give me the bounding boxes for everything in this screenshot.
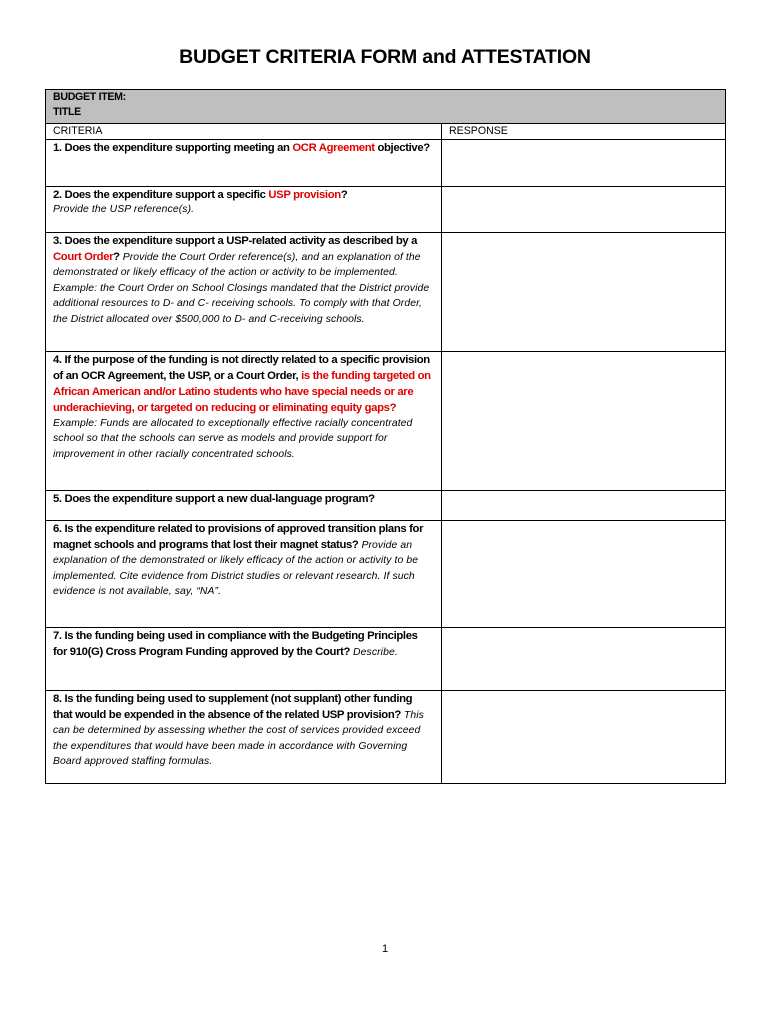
budget-item-cell	[46, 90, 726, 124]
criteria-header: CRITERIA	[46, 124, 442, 140]
response-cell-3[interactable]	[442, 232, 726, 351]
criteria-row-4	[46, 351, 726, 490]
question-note: Describe.	[353, 646, 398, 658]
criteria-row-2	[46, 186, 726, 232]
question-text: 4. If the purpose of the funding is not directly related to a specific provision of an OCR Agreement, the USP, or a Court Order,	[53, 353, 430, 382]
response-cell-2[interactable]	[442, 186, 726, 232]
criteria-row-3	[46, 232, 726, 351]
criteria-cell	[46, 627, 442, 690]
question-text: 7. Is the funding being used in compliance with the Budgeting Principles for 910(G) Cross Program Funding approved by the Court?	[53, 629, 418, 658]
question-text: 2. Does the expenditure support a specific	[53, 188, 269, 201]
question-text-end: ?	[340, 188, 348, 201]
question-text: 3. Does the expenditure support a USP-related activity as described by a	[53, 234, 418, 247]
response-cell-4[interactable]	[442, 351, 726, 490]
question-text-end: objective?	[374, 141, 430, 154]
criteria-row-5	[46, 490, 726, 520]
response-header: RESPONSE	[442, 124, 726, 140]
criteria-row-1	[46, 139, 726, 186]
criteria-row-7	[46, 627, 726, 690]
question-text: 1. Does the expenditure supporting meeting an	[53, 141, 293, 154]
criteria-cell	[46, 186, 442, 232]
criteria-cell	[46, 490, 442, 520]
question-text-end: ?	[113, 250, 120, 263]
response-cell-8[interactable]	[442, 690, 726, 783]
budget-item-row	[46, 90, 726, 124]
criteria-cell	[46, 690, 442, 783]
question-highlight: Court Order	[53, 250, 114, 263]
question-highlight: is the funding targeted on African American and/or Latino students who have special needs or are underachieving, or targeted on reducing or eliminating equity gaps?	[53, 369, 431, 414]
criteria-row-6	[46, 520, 726, 627]
criteria-table	[45, 89, 726, 784]
question-note: Provide the USP reference(s).	[53, 203, 195, 215]
response-cell-6[interactable]	[442, 520, 726, 627]
criteria-cell	[46, 139, 442, 186]
question-text: 8. Is the funding being used to supplement (not supplant) other funding that would be expended in the absence of the related USP provision?	[53, 692, 413, 721]
question-note: Example: Funds are allocated to exceptionally effective racially concentrated school so that the schools can serve as models and provide support for improvement in other racially concentrated schools.	[53, 417, 413, 460]
question-note: Provide an explanation of the demonstrated or likely efficacy of the action or activity to be implemented. Cite evidence from District studies or relevant research. If such evidence is not available, say, “NA”.	[53, 539, 419, 598]
header-row	[46, 124, 726, 140]
question-text: 6. Is the expenditure related to provisions of approved transition plans for magnet schools and programs that lost their magnet status?	[53, 522, 424, 551]
title-label: TITLE	[53, 105, 81, 118]
criteria-cell	[46, 351, 442, 490]
question-highlight: USP provision	[268, 188, 341, 201]
response-cell-5[interactable]	[442, 490, 726, 520]
budget-item-label: BUDGET ITEM:	[53, 91, 126, 103]
criteria-row-8	[46, 690, 726, 783]
response-cell-1[interactable]	[442, 139, 726, 186]
page-number: 1	[381, 943, 389, 955]
criteria-cell	[46, 232, 442, 351]
question-text: 5. Does the expenditure support a new dual-language program?	[53, 492, 375, 505]
question-note: This can be determined by assessing whether the cost of services provided exceed the expenditures that would have been made in accordance with Governing Board approved staffing formulas.	[53, 709, 424, 768]
form-title: BUDGET CRITERIA FORM and ATTESTATION	[179, 46, 591, 68]
question-highlight: OCR Agreement	[292, 141, 375, 154]
question-note: Provide the Court Order reference(s), and an explanation of the demonstrated or likely efficacy of the action or activity to be implemented. Example: the Court Order on School Closings mandated that the District provide additional resources to D- and C- receiving schools. To comply with that Order, the District allocated over $500,000 to D- and C-receiving schools.	[53, 251, 430, 325]
response-cell-7[interactable]	[442, 627, 726, 690]
criteria-cell	[46, 520, 442, 627]
